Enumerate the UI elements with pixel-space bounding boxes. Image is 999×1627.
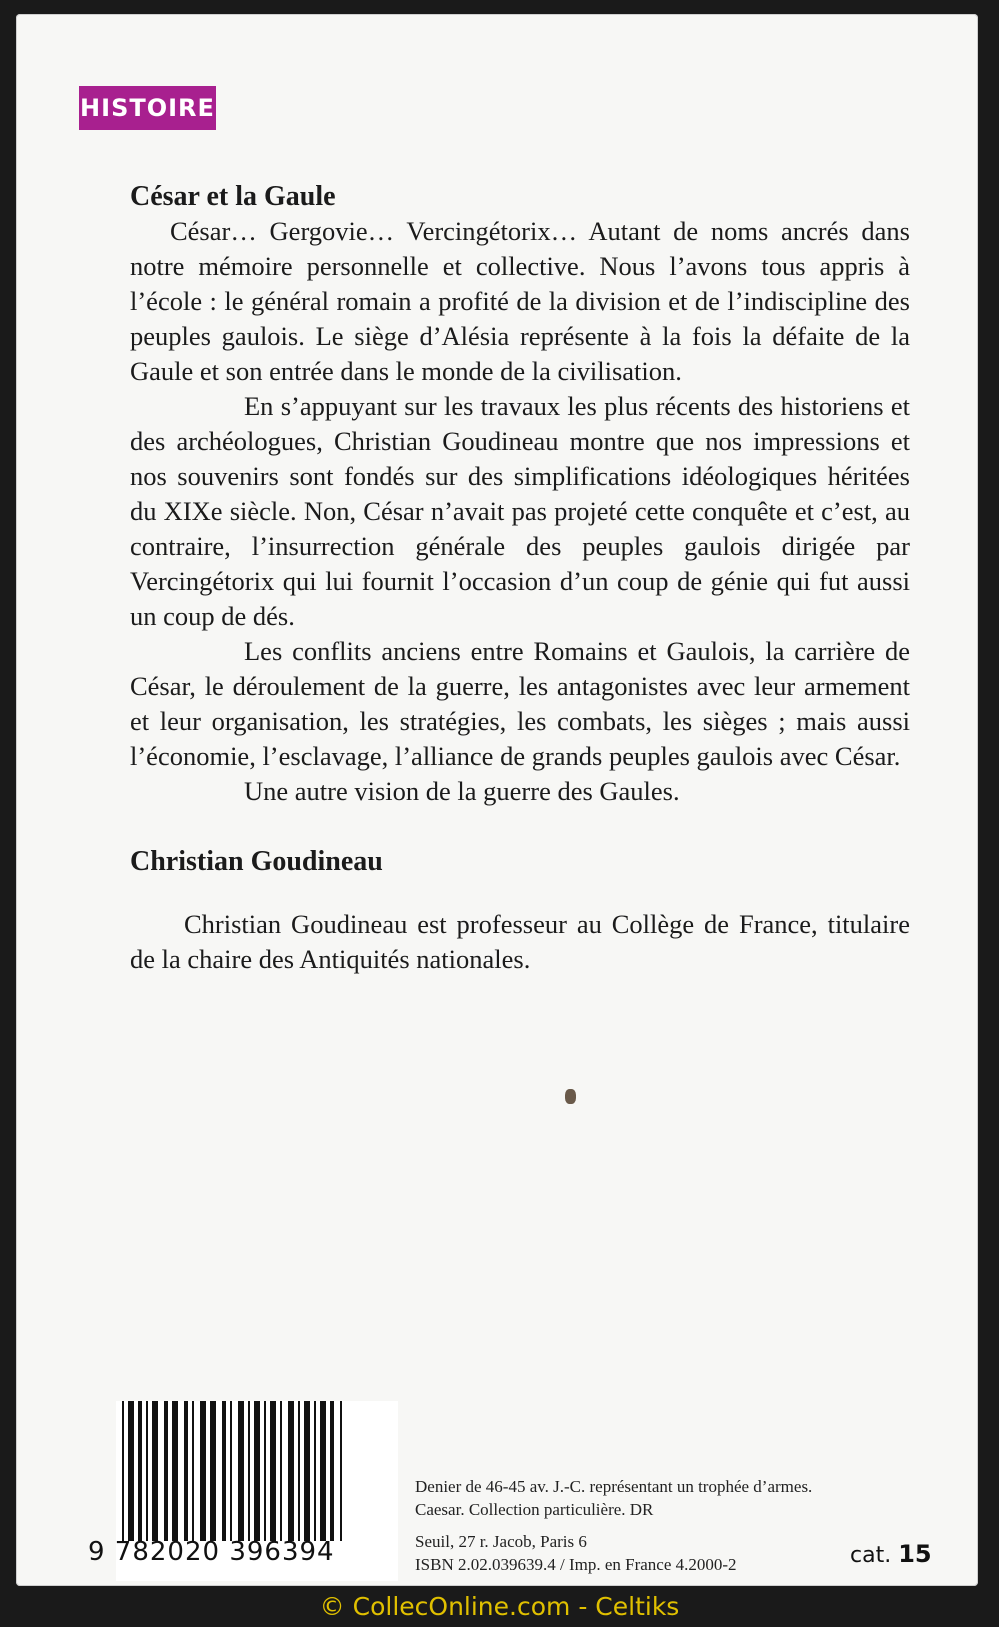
barcode-bar [184, 1401, 188, 1541]
barcode-bar [314, 1401, 316, 1541]
credit-line-2: Caesar. Collection particulière. DR [415, 1500, 654, 1519]
blurb [130, 179, 910, 977]
paragraph-4: Une autre vision de la guerre des Gaules. [244, 776, 680, 806]
barcode-bar [288, 1401, 294, 1541]
barcode-bar [164, 1401, 168, 1541]
barcode-number: 9 782020 396394 [88, 1537, 335, 1567]
barcode-bar [128, 1401, 134, 1541]
barcode-bar [248, 1401, 250, 1541]
barcode-bar [320, 1401, 326, 1541]
barcode-bar [200, 1401, 206, 1541]
category-badge: HISTOIRE [79, 86, 216, 130]
catalog-label [850, 1540, 932, 1568]
barcode-bar [340, 1401, 342, 1541]
catalog-prefix: cat. [850, 1543, 892, 1568]
barcode-bar [304, 1401, 310, 1541]
barcode-bar [298, 1401, 300, 1541]
barcode-bar [122, 1401, 124, 1541]
author-bio: Christian Goudineau est professeur au Collège de France, titulaire de la chaire des Antiquités nationales. [130, 909, 910, 974]
barcode-bar [152, 1401, 158, 1541]
barcode-bar [222, 1401, 226, 1541]
book-back-cover [16, 14, 978, 1586]
barcode-bar [172, 1401, 178, 1541]
barcode-bar [330, 1401, 334, 1541]
credits [415, 1475, 812, 1576]
section-title: César et la Gaule [130, 181, 336, 212]
barcode-bar [146, 1401, 148, 1541]
stain-mark [565, 1089, 576, 1104]
author-name: Christian Goudineau [130, 846, 383, 877]
barcode-bar [238, 1401, 244, 1541]
barcode-bar [230, 1401, 232, 1541]
barcode-bars [116, 1401, 398, 1541]
credit-line-3: Seuil, 27 r. Jacob, Paris 6 [415, 1532, 587, 1551]
catalog-number: 15 [898, 1540, 932, 1568]
paragraph-2: En s’appuyant sur les travaux les plus récents des historiens et des archéologues, Christian Goudineau montre que nos impressions et nos souvenirs sont fondés sur des simplifications idéologiques héritées du XIXe siècle. Non, César n’avait pas projeté cette conquête et c’est, au contraire, l’insurrection générale des peuples gaulois dirigée par Vercingétorix qui lui fournit l’occasion d’un coup de génie qui fut aussi un coup de dés. [130, 391, 910, 631]
paragraph-3: Les conflits anciens entre Romains et Gaulois, la carrière de César, le déroulement de la guerre, les antagonistes avec leur armement et leur organisation, les stratégies, les combats, les sièges ; mais aussi l’économie, l’esclavage, l’alliance de grands peuples gaulois avec César. [130, 636, 910, 771]
credit-line-4: ISBN 2.02.039639.4 / Imp. en France 4.2000-2 [415, 1555, 737, 1574]
barcode-bar [270, 1401, 276, 1541]
credit-line-1: Denier de 46-45 av. J.-C. représentant un trophée d’armes. [415, 1477, 813, 1496]
paragraph-1: César… Gergovie… Vercingétorix… Autant de noms ancrés dans notre mémoire personnelle et collective. Nous l’avons tous appris à l’école : le général romain a profité de la division et de l’indiscipline des peuples gaulois. Le siège d’Alésia représente à la fois la défaite de la Gaule et son entrée dans le monde de la civilisation. [130, 216, 910, 386]
barcode-bar [210, 1401, 216, 1541]
watermark: © CollecOnline.com - Celtiks [319, 1592, 680, 1621]
barcode-bar [192, 1401, 194, 1541]
barcode-bar [138, 1401, 142, 1541]
barcode-bar [254, 1401, 260, 1541]
barcode-bar [280, 1401, 282, 1541]
barcode-bar [264, 1401, 266, 1541]
